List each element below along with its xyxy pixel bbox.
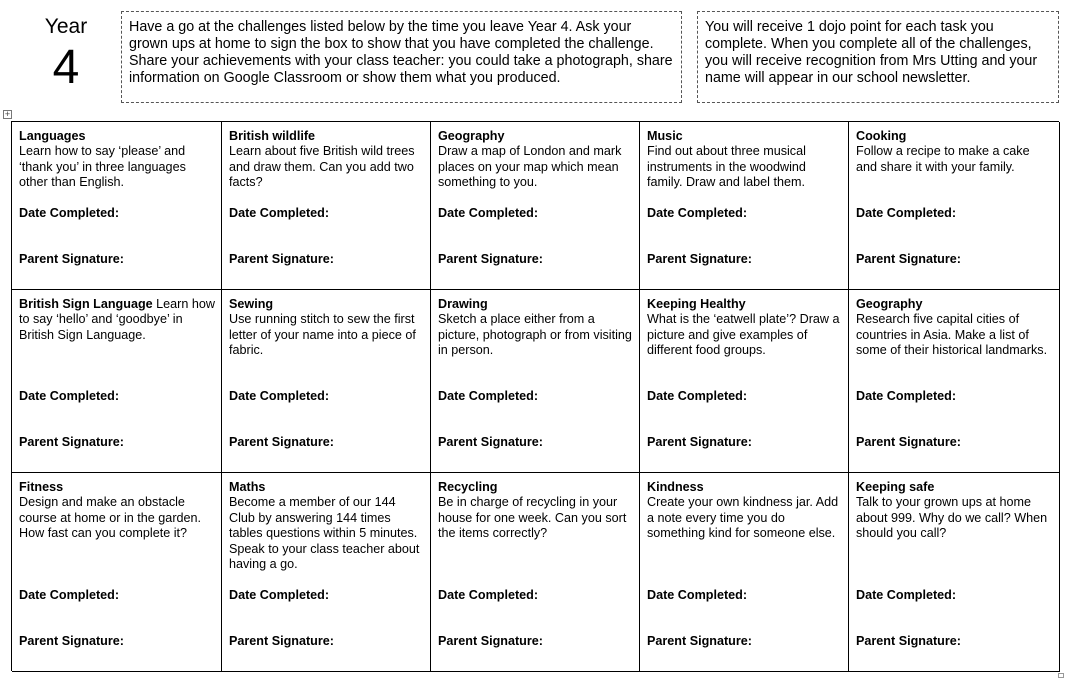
challenge-description <box>19 129 215 191</box>
challenge-title: Geography <box>438 129 505 143</box>
challenge-title: Kindness <box>647 480 704 494</box>
challenge-title: Fitness <box>19 480 64 494</box>
date-completed-label: Date Completed: <box>19 206 120 220</box>
challenge-description <box>647 297 842 359</box>
date-completed-label: Date Completed: <box>647 588 748 602</box>
date-completed-label: Date Completed: <box>856 588 957 602</box>
challenge-description <box>19 480 215 542</box>
parent-signature-label: Parent Signature: <box>856 634 961 648</box>
challenge-cell[interactable] <box>849 122 1060 290</box>
challenge-cell[interactable] <box>431 122 640 290</box>
challenge-table <box>11 121 1059 671</box>
challenge-description <box>438 129 633 191</box>
challenge-cell[interactable] <box>640 290 849 473</box>
parent-signature-label: Parent Signature: <box>647 435 752 449</box>
challenge-description <box>856 129 1053 175</box>
challenge-description <box>229 129 424 191</box>
challenge-text: Learn about five British wild trees and draw them. Can you add two facts? <box>229 144 415 190</box>
date-completed-label: Date Completed: <box>19 588 120 602</box>
challenge-title: Recycling <box>438 480 498 494</box>
parent-signature-label: Parent Signature: <box>856 252 961 266</box>
intro-text-box[interactable] <box>121 11 682 103</box>
challenge-text: Research five capital cities of countries in Asia. Make a list of some of their historical landmarks. <box>856 312 1048 358</box>
parent-signature-label: Parent Signature: <box>647 634 752 648</box>
challenge-title: Cooking <box>856 129 907 143</box>
challenge-text: Learn how to say ‘hello’ and ‘goodbye’ in British Sign Language. <box>19 297 215 342</box>
date-completed-label: Date Completed: <box>856 389 957 403</box>
challenge-cell[interactable] <box>849 290 1060 473</box>
year-label: Year <box>44 15 88 38</box>
parent-signature-label: Parent Signature: <box>229 252 334 266</box>
challenge-cell[interactable] <box>431 473 640 672</box>
challenge-title: Maths <box>229 480 266 494</box>
challenge-title: Music <box>647 129 683 143</box>
date-completed-label: Date Completed: <box>438 389 539 403</box>
challenge-text: Follow a recipe to make a cake and share it with your family. <box>856 144 1030 174</box>
challenge-text: Learn how to say ‘please’ and ‘thank you’ in three languages other than English. <box>19 144 186 190</box>
parent-signature-label: Parent Signature: <box>438 252 543 266</box>
challenge-title: Languages <box>19 129 86 143</box>
reward-text: You will receive 1 dojo point for each task you complete. When you complete all of the challenges, you will receive recognition from Mrs Utting and your name will appear in our school newsletter. <box>705 19 1038 86</box>
date-completed-label: Date Completed: <box>647 206 748 220</box>
parent-signature-label: Parent Signature: <box>229 634 334 648</box>
parent-signature-label: Parent Signature: <box>438 634 543 648</box>
challenge-description <box>647 129 842 191</box>
challenge-description <box>647 480 842 542</box>
challenge-description <box>856 480 1053 542</box>
intro-text: Have a go at the challenges listed below by the time you leave Year 4. Ask your grown ups at home to sign the box to show that you have completed the challenge. Share your achievements with your class teacher: you could take a photograph, share information on Google Classroom or show them what you produced. <box>129 19 673 86</box>
parent-signature-label: Parent Signature: <box>229 435 334 449</box>
challenge-text: Find out about three musical instruments in the woodwind family. Draw and label them. <box>647 144 806 190</box>
date-completed-label: Date Completed: <box>19 389 120 403</box>
challenge-text: Become a member of our 144 Club by answering 144 times tables questions within 5 minutes. Speak to your class teacher about having a go. <box>229 495 420 572</box>
challenge-text: Be in charge of recycling in your house for one week. Can you sort the items correctly? <box>438 495 627 541</box>
challenge-description <box>856 297 1053 359</box>
date-completed-label: Date Completed: <box>856 206 957 220</box>
parent-signature-label: Parent Signature: <box>647 252 752 266</box>
challenge-title: British wildlife <box>229 129 316 143</box>
challenge-title: Keeping Healthy <box>647 297 746 311</box>
challenge-cell[interactable] <box>12 122 222 290</box>
challenge-text: Use running stitch to sew the first letter of your name into a piece of fabric. <box>229 312 416 358</box>
challenge-title: British Sign Language <box>19 297 153 311</box>
challenge-title: Keeping safe <box>856 480 935 494</box>
challenge-description <box>438 480 633 542</box>
challenge-title: Sewing <box>229 297 274 311</box>
challenge-text: Talk to your grown ups at home about 999. Why do we call? When should you call? <box>856 495 1048 541</box>
date-completed-label: Date Completed: <box>229 588 330 602</box>
challenge-text: Design and make an obstacle course at home or in the garden. How fast can you complete it? <box>19 495 202 541</box>
challenge-text: Sketch a place either from a picture, photograph or from visiting in person. <box>438 312 632 358</box>
challenge-cell[interactable] <box>12 290 222 473</box>
reward-text-box[interactable] <box>697 11 1059 103</box>
challenge-description <box>229 297 424 359</box>
challenge-description <box>19 297 215 343</box>
table-resize-handle-icon[interactable] <box>1058 673 1064 678</box>
date-completed-label: Date Completed: <box>647 389 748 403</box>
challenge-text: Draw a map of London and mark places on your map which mean something to you. <box>438 144 622 190</box>
parent-signature-label: Parent Signature: <box>19 435 124 449</box>
parent-signature-label: Parent Signature: <box>19 252 124 266</box>
year-heading <box>30 14 102 94</box>
challenge-text: Create your own kindness jar. Add a note every time you do something kind for someone else. <box>647 495 839 541</box>
date-completed-label: Date Completed: <box>229 389 330 403</box>
challenge-cell[interactable] <box>640 473 849 672</box>
challenge-description <box>229 480 424 572</box>
challenge-cell[interactable] <box>222 473 431 672</box>
challenge-cell[interactable] <box>222 290 431 473</box>
year-number: 4 <box>52 41 80 94</box>
challenge-description <box>438 297 633 359</box>
parent-signature-label: Parent Signature: <box>856 435 961 449</box>
parent-signature-label: Parent Signature: <box>438 435 543 449</box>
challenge-cell[interactable] <box>640 122 849 290</box>
challenge-title: Geography <box>856 297 923 311</box>
challenge-title: Drawing <box>438 297 488 311</box>
challenge-cell[interactable] <box>12 473 222 672</box>
table-move-handle-icon[interactable]: + <box>4 109 11 119</box>
challenge-cell[interactable] <box>431 290 640 473</box>
challenge-text: What is the ‘eatwell plate’? Draw a picture and give examples of different food groups. <box>647 312 840 358</box>
challenge-cell[interactable] <box>222 122 431 290</box>
date-completed-label: Date Completed: <box>438 206 539 220</box>
date-completed-label: Date Completed: <box>229 206 330 220</box>
challenge-cell[interactable] <box>849 473 1060 672</box>
parent-signature-label: Parent Signature: <box>19 634 124 648</box>
date-completed-label: Date Completed: <box>438 588 539 602</box>
